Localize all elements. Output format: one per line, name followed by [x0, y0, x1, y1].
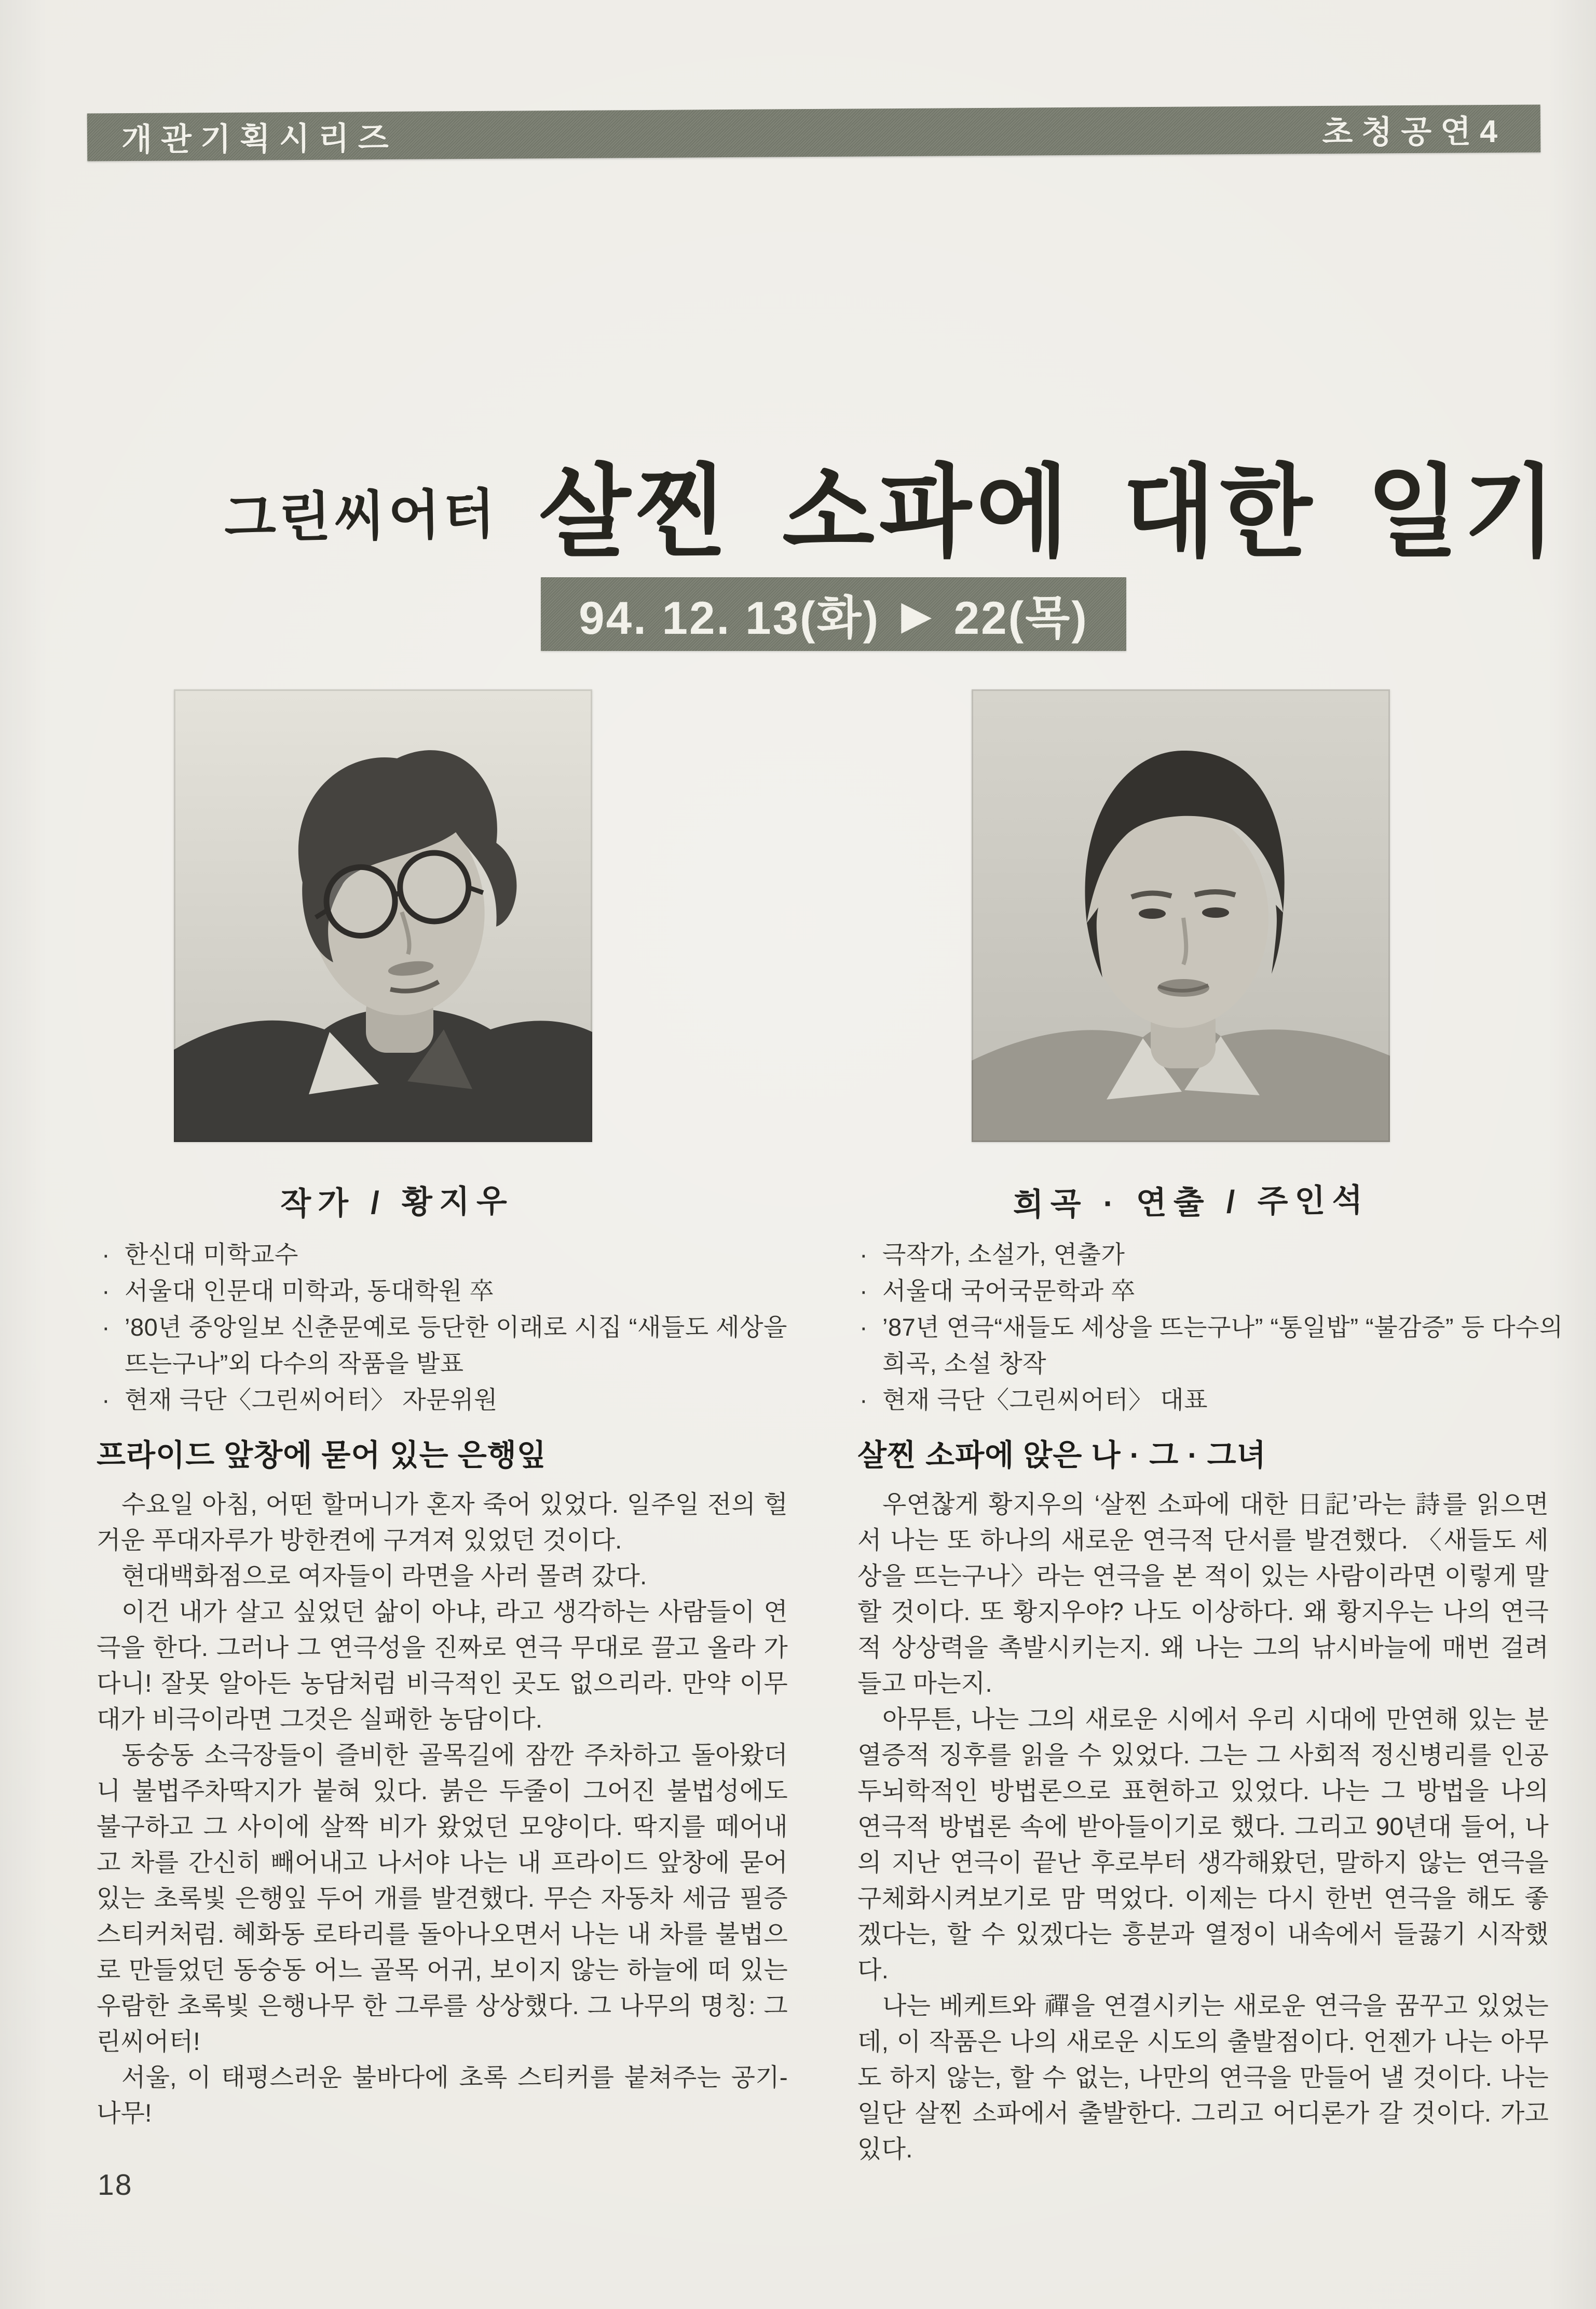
bio-text: 서울대 인문대 미학과, 동대학원 卒: [125, 1277, 495, 1305]
essay-heading: 프라이드 앞창에 묻어 있는 은행잎: [97, 1438, 547, 1472]
page-number: 18: [98, 2168, 133, 2202]
portrait-illustration: [174, 689, 592, 1142]
essay-paragraph: 우연찮게 황지우의 ‘살찐 소파에 대한 日記’라는 詩를 읽으면서 나는 또 하나의 새로운 연극적 단서를 발견했다. 〈새들도 세상을 뜨는구나〉라는 연극을 본 적이 있는 사람이라면 이렇게 말할 것이다. 또 황지우야? 나도 이상하다. 왜 황지우는 나의 연극적 상상력을 촉발시키는지. 왜 나는 그의 낚시바늘에 매번 걸려들고 마는지.: [857, 1491, 1549, 1697]
essay-paragraph: 이건 내가 살고 싶었던 삶이 아냐, 라고 생각하는 사람들이 연극을 한다. 그러나 그 연극성을 진짜로 연극 무대로 끌고 올라 가다니! 잘못 알아든 농담처럼 비극적인 곳도 없으리라. 만약 이무대가 비극이라면 그것은 실패한 농담이다.: [97, 1598, 788, 1733]
essay-paragraph: 현대백화점으로 여자들이 라면을 사러 몰려 갔다.: [121, 1563, 647, 1590]
essay-paragraph: 아무튼, 나는 그의 새로운 시에서 우리 시대에 만연해 있는 분열증적 징후를 읽을 수 있었다. 그는 그 사회적 정신병리를 인공두뇌학적인 방법론으로 표현하고 있었다. 나는 그 방법을 나의 연극적 방법론 속에 받아들이기로 했다. 그리고 90년대 들어, 나의 지난 연극이 끝난 후로부터 생각해왔던, 말하지 않는 연극을 구체화시켜보기로 맘 먹었다. 이제는 다시 한번 연극을 해도 좋겠다는, 할 수 있겠다는 흥분과 열정이 내속에서 들끓기 시작했다.: [857, 1706, 1549, 1984]
date-end: 22(목): [953, 591, 1088, 644]
essay-column-left: [97, 1431, 788, 2131]
bio-item: [102, 1273, 808, 1309]
bio-text: 극작가, 소설가, 연출가: [882, 1241, 1125, 1268]
bio-item: [102, 1382, 808, 1418]
bio-item: [102, 1309, 808, 1382]
bullet-dot: ·: [860, 1313, 868, 1341]
portrait-illustration: [972, 689, 1390, 1142]
bullet-dot: ·: [102, 1241, 110, 1268]
essay-paragraph: 나는 베케트와 禪을 연결시키는 새로운 연극을 꿈꾸고 있었는데, 이 작품은 나의 새로운 시도의 출발점이다. 언젠가 나는 아무도 하지 않는, 할 수 없는, 나만의 연극을 만들어 낼 것이다. 나는 일단 살찐 소파에서 출발한다. 그리고 어디론가 갈 것이다. 가고 있다.: [857, 1992, 1549, 2163]
essay-heading: 살찐 소파에 앉은 나 · 그 · 그녀: [857, 1438, 1266, 1472]
bio-item: [860, 1237, 1565, 1273]
bullet-dot: ·: [102, 1386, 110, 1414]
essay-paragraph: 동숭동 소극장들이 즐비한 골목길에 잠깐 주차하고 돌아왔더니 불법주차딱지가 붙혀 있다. 붉은 두줄이 그어진 불법성에도 불구하고 그 사이에 살짝 비가 왔었던 모양이다. 딱지를 떼어내고 차를 간신히 빼어내고 나서야 나는 내 프라이드 앞창에 묻어있는 초록빛 은행잎 두어 개를 발견했다. 무슨 자동차 세금 필증 스티커처럼. 혜화동 로타리를 돌아나오면서 나는 내 차를 불법으로 만들었던 동숭동 어느 골목 어귀, 보이지 않는 하늘에 떠 있는 우람한 초록빛 은행나무 한 그루를 상상했다. 그 나무의 명칭: 그린씨어터!: [97, 1742, 788, 2056]
bullet-dot: ·: [102, 1313, 110, 1341]
bio-text: 현재 극단〈그린씨어터〉 대표: [882, 1386, 1208, 1414]
essay-column-right: [857, 1431, 1549, 2167]
date-start: 94. 12. 13(화): [579, 591, 880, 644]
portrait-photo-joo-in-seok: [972, 689, 1390, 1142]
essay-paragraph: 수요일 아침, 어떤 할머니가 혼자 죽어 있었다. 일주일 전의 헐거운 푸대자루가 방한켠에 구겨져 있었던 것이다.: [97, 1491, 788, 1554]
bio-text: 현재 극단〈그린씨어터〉 자문위원: [125, 1386, 498, 1414]
bio-text: 한신대 미학교수: [125, 1241, 298, 1268]
bio-text: ’80년 중앙일보 신춘문예로 등단한 이래로 시집 “새들도 세상을 뜨는구나”외 다수의 작품을 발표: [125, 1313, 787, 1377]
bullet-dot: ·: [860, 1386, 868, 1414]
essay-paragraph: 서울, 이 태평스러운 불바다에 초록 스티커를 붙쳐주는 공기- 나무!: [97, 2064, 788, 2127]
bio-item: [860, 1273, 1565, 1309]
page-title: 살찐 소파에 대한 일기: [538, 456, 1561, 568]
top-banner: [87, 104, 1541, 161]
caption-director: 희곡 · 연출 / 주인석: [1013, 1182, 1370, 1223]
series-label: 개관기획시리즈: [121, 120, 398, 157]
bio-item: [860, 1382, 1565, 1418]
caption-writer: 작가 / 황지우: [280, 1183, 514, 1222]
bullet-dot: ·: [102, 1277, 110, 1305]
performance-date-banner: [541, 577, 1126, 651]
portrait-photo-hwang-ji-woo: [174, 689, 592, 1142]
bio-item: [102, 1237, 808, 1273]
arrow-right-icon: ▶: [902, 595, 932, 636]
bio-text: ’87년 연극“새들도 세상을 뜨는구나” “통일밥” “불감증” 등 다수의 희곡, 소설 창작: [882, 1313, 1563, 1377]
bio-list-hwang-ji-woo: [102, 1237, 808, 1418]
theater-name: 그린씨어터: [223, 484, 499, 549]
invited-performance-label: 초청공연4: [1322, 113, 1507, 150]
bio-list-joo-in-seok: [860, 1237, 1565, 1418]
bio-item: [860, 1309, 1565, 1382]
bullet-dot: ·: [860, 1277, 868, 1305]
title-block: [223, 456, 1561, 568]
bullet-dot: ·: [860, 1241, 868, 1268]
bio-text: 서울대 국어국문학과 卒: [882, 1277, 1136, 1305]
